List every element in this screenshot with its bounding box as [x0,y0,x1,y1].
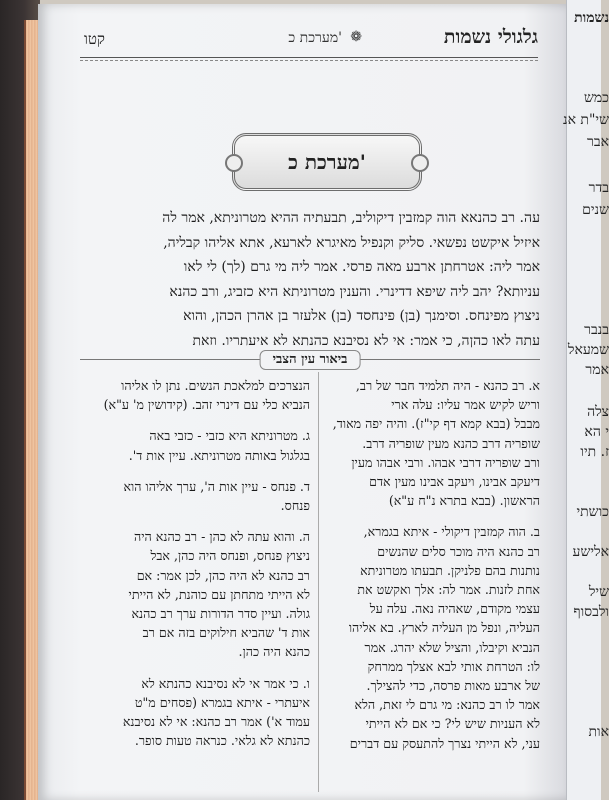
commentary-line: רב כהנא לא היה כהן, לכן אמר: אם [136,567,310,583]
facing-text: י הא [584,424,609,440]
facing-text: ולבסוף [573,604,609,620]
commentary-line: עני, לא הייתי נצרך להתעסק עם דברים [349,735,540,751]
commentary-column-left [80,376,310,762]
commentary-line: ה. והוא עתה לא כהן - רב כהנא היה [134,529,310,545]
facing-text: צלה [587,404,609,420]
commentary-line: דיעקב אבינו, ויעקב אבינו מעין אדם [369,474,540,490]
facing-text: נשמות [574,10,609,26]
commentary-line: כהנתא לא גלאי. כנראה טעות סופר. [134,733,310,749]
commentary-line: של ארבע מאות פרסה, כדי להצילך. [366,678,540,694]
section-name: מערכת כ' [288,30,342,46]
commentary-line: ניצוץ פנחס, ופנחס היה כהן, אבל [150,548,310,564]
commentary-note [326,522,540,752]
header-rule-dashed [80,60,538,61]
facing-text: כמש [583,90,609,106]
commentary-line: לא העניות שיש לי? כי אם לא הייתי [365,716,540,732]
header-rule [80,57,538,58]
commentary-line: ורב שופריה דרבי אבהו. ורבי אבהו מעין [351,454,540,470]
commentary-line: וריש לקיש אמר עליו: עלה ארי [391,397,540,413]
commentary-line: גולה. ועיין סדר הדורות ערך רב כהנא [131,606,310,622]
commentary-line: נותנות בהם פלניקן. תבעתו מטרוניתא [360,562,540,578]
page-number: קטו [84,30,105,48]
facing-text: שמעאל [567,342,609,358]
facing-text: בדר [588,180,609,196]
commentary-line: הנביא וקיבלו, והציל שלא יהרג. אמר [364,639,540,655]
commentary-line: בגלגול באותה מטרוניתא. עיין אות ד'. [128,447,310,463]
flower-ornament-icon: ❁ [350,29,362,45]
running-header [80,24,538,58]
main-text [80,206,540,353]
commentary-line: לא הייתי מתחתן עם כוהנת, לא הייתי [128,586,310,602]
commentary-title: ביאור עין הצבי [260,350,361,370]
commentary-line: הנצרכים למלאכת הנשים. נתן לו אליהו [121,378,310,393]
commentary-line: מבבל (בבא קמא דף קי"ז). והיה יפה מאוד, [332,416,540,432]
commentary-line: ד. פנחס - עיין אות ה', ערך אליהו הוא [123,478,310,494]
facing-text: ז. תיו [580,444,609,460]
commentary-line: הנביא כלי עם דינרי זהב. (קידושין מ' ע"א) [103,397,310,413]
commentary-divider [80,350,540,370]
commentary-line: ג. מטרוניתא היא כזבי - כזבי באה [149,428,310,444]
commentary-line: אות ד' שהביא חילוקים בזה אם רב [142,625,310,641]
chapter-title-cartouche [232,133,422,191]
commentary-column-right [326,376,540,765]
commentary-note [80,376,310,414]
commentary-line: שופריה דרב כהנא מעין שופריה דרב. [362,435,540,451]
commentary-line: אמר לו רב כהנא: מי גרם לי זאת, הלא [354,697,540,713]
commentary-line: פנחס. [280,498,310,514]
commentary-line: אחת לזנות. אמר לה: אלך ואקשט את [357,582,540,598]
facing-text: בנבר [584,322,609,338]
commentary-note [80,477,310,515]
commentary-line: כהנא היה כהן. [238,644,310,660]
commentary-line: לו: הטרחת אותי לבא אצלך ממרחק [367,658,540,674]
commentary-line: הראשון. (בבא בתרא נ"ח ע"א) [388,493,540,509]
column-separator [318,372,319,792]
commentary-note [80,674,310,751]
commentary-note [326,376,540,510]
facing-text: שי"ת אנ [563,112,609,128]
commentary-line: איעתרי - איתא בגמרא (פסחים מ"ט [134,694,310,710]
chapter-title: מערכת כ' [288,149,366,174]
commentary-line: א. רב כהנא - היה תלמיד חבר של רב, [355,378,540,393]
commentary-line: ב. הוה קמזבין דיקולי - איתא בגמרא, [363,524,540,540]
facing-text: אות [588,724,609,740]
main-text-line: איזיל איקשט נפשאי. סליק וקנפיל מאיגרא לארעא, אתא אליהו קבליה, [163,234,540,251]
facing-page [563,0,609,800]
commentary-line: רב כהנא היה מוכר סלים שהנשים [377,543,540,559]
main-text-line: אמר ליה: אטרחתן ארבע מאה פרסי. אמר ליה מי גרם (לך) לי לאו [183,259,540,275]
main-text-line: ניצוץ מפינחס. וסימנך (בן) פינחסד (בן) אלעזר בן אהרן הכהן, והוא [183,308,540,324]
main-text-line: עה. רב כהנאא הוה קמזבין דיקוליב, תבעתיה ההיא מטרוניתא, אמר לה [162,210,540,226]
facing-text: כושתי [576,504,609,520]
main-text-line: עניותא? יהב ליה שיפא דדינרי. והענין מטרוניתא היא כזביג, ורב כהנא [169,283,540,300]
facing-text: אבר [586,134,609,150]
main-text-line: עתה לאו כהןה, כי אמר: אי לא נסיבנא כהנתא לא איעתריו. וזאת [192,332,540,349]
commentary-note [80,426,310,464]
commentary-line: ו. כי אמר אי לא נסיבנא כהנתא לא [141,675,310,691]
facing-text: אלישע [572,544,609,560]
book-title: גלגולי נשמות [443,26,538,48]
facing-text: שנים [582,202,609,218]
facing-text: אמר [585,362,609,378]
commentary-line: עצמי מקודם, שאהיה נאה. עלה על [369,601,540,617]
commentary-note [80,527,310,661]
commentary-line: העליה, ונפל מן העליה לארץ. בא אליהו [348,620,540,636]
facing-text: שיל [588,584,609,600]
commentary-line: עמוד א') אמר רב כהנא: אי לא נסיבנא [122,714,310,730]
